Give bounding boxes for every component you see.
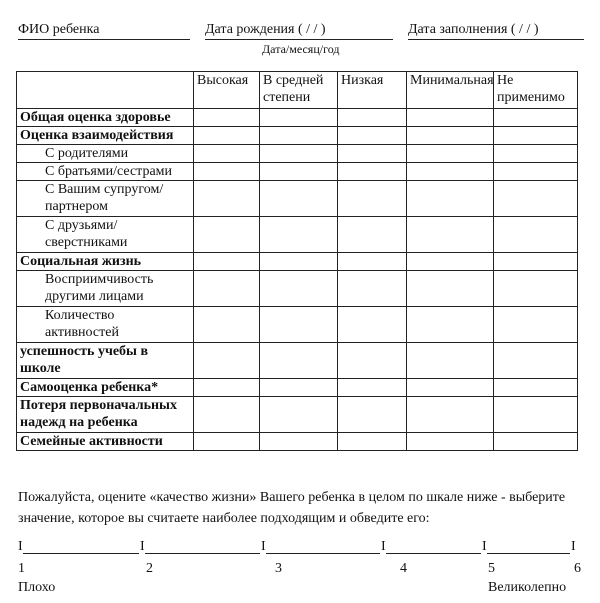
table-row: [17, 145, 578, 163]
rating-cell[interactable]: [494, 163, 578, 181]
row-label: Социальная жизнь: [17, 253, 194, 271]
rating-cell[interactable]: [494, 433, 578, 451]
rating-cell[interactable]: [494, 379, 578, 397]
rating-cell[interactable]: [338, 433, 407, 451]
rating-cell[interactable]: [260, 433, 338, 451]
scale-low-label: Плохо: [18, 580, 56, 595]
rating-cell[interactable]: [338, 145, 407, 163]
rating-cell[interactable]: [338, 397, 407, 433]
rating-cell[interactable]: [338, 127, 407, 145]
rating-cell[interactable]: [194, 181, 260, 217]
table-row: [17, 379, 578, 397]
column-header: Не применимо: [494, 72, 578, 109]
rating-cell[interactable]: [338, 307, 407, 343]
rating-cell[interactable]: [407, 379, 494, 397]
row-label: С Вашим супругом/партнером: [17, 181, 194, 217]
rating-cell[interactable]: [407, 343, 494, 379]
rating-cell[interactable]: [338, 253, 407, 271]
birth-date-line[interactable]: [205, 39, 393, 40]
table-row: [17, 397, 578, 433]
rating-cell[interactable]: [407, 271, 494, 307]
scale-tick: I: [381, 539, 386, 554]
rating-cell[interactable]: [494, 181, 578, 217]
rating-cell[interactable]: [260, 379, 338, 397]
column-header: Высокая: [194, 72, 260, 109]
rating-cell[interactable]: [494, 307, 578, 343]
scale-number[interactable]: 3: [275, 561, 282, 576]
rating-cell[interactable]: [194, 397, 260, 433]
rating-cell[interactable]: [194, 163, 260, 181]
table-row: [17, 271, 578, 307]
rating-cell[interactable]: [260, 163, 338, 181]
rating-cell[interactable]: [260, 271, 338, 307]
scale-segment: [386, 553, 481, 554]
rating-cell[interactable]: [260, 127, 338, 145]
table-row: [17, 109, 578, 127]
rating-cell[interactable]: [338, 271, 407, 307]
rating-cell[interactable]: [494, 217, 578, 253]
scale-number[interactable]: 1: [18, 561, 25, 576]
column-header: Минимальная: [407, 72, 494, 109]
rating-cell[interactable]: [260, 145, 338, 163]
row-label: Общая оценка здоровье: [17, 109, 194, 127]
rating-cell[interactable]: [194, 109, 260, 127]
rating-cell[interactable]: [494, 145, 578, 163]
rating-cell[interactable]: [494, 397, 578, 433]
child-name-label: ФИО ребенка: [18, 22, 100, 37]
table-row: [17, 163, 578, 181]
scale-number[interactable]: 2: [146, 561, 153, 576]
rating-cell[interactable]: [194, 379, 260, 397]
row-label: успешность учебы в школе: [17, 343, 194, 379]
rating-cell[interactable]: [494, 127, 578, 145]
table-row: [17, 127, 578, 145]
scale-tick: I: [18, 539, 23, 554]
rating-cell[interactable]: [407, 397, 494, 433]
fill-date-line[interactable]: [408, 39, 584, 40]
child-name-line[interactable]: [18, 39, 190, 40]
scale-number[interactable]: 6: [574, 561, 581, 576]
rating-cell[interactable]: [260, 109, 338, 127]
table-row: [17, 343, 578, 379]
rating-cell[interactable]: [194, 127, 260, 145]
column-header: [17, 72, 194, 109]
rating-cell[interactable]: [260, 217, 338, 253]
rating-cell[interactable]: [260, 397, 338, 433]
rating-cell[interactable]: [494, 271, 578, 307]
rating-table: [16, 71, 578, 451]
rating-cell[interactable]: [338, 217, 407, 253]
scale-number[interactable]: 4: [400, 561, 407, 576]
scale-number[interactable]: 5: [488, 561, 495, 576]
date-format-note: Дата/месяц/год: [262, 42, 340, 56]
scale-segment: [266, 553, 380, 554]
table-row: [17, 253, 578, 271]
rating-cell[interactable]: [338, 181, 407, 217]
rating-cell[interactable]: [407, 181, 494, 217]
row-label: Количество активностей: [17, 307, 194, 343]
rating-cell[interactable]: [494, 343, 578, 379]
row-label: С друзьями/ сверстниками: [17, 217, 194, 253]
rating-cell[interactable]: [407, 109, 494, 127]
row-label: Восприимчивость другими лицами: [17, 271, 194, 307]
row-label: Самооценка ребенка*: [17, 379, 194, 397]
table-body: [17, 109, 578, 451]
scale-tick: I: [571, 539, 576, 554]
table-row: [17, 433, 578, 451]
rating-cell[interactable]: [407, 307, 494, 343]
rating-cell[interactable]: [338, 343, 407, 379]
row-label: Оценка взаимодействия: [17, 127, 194, 145]
rating-cell[interactable]: [407, 163, 494, 181]
rating-cell[interactable]: [260, 181, 338, 217]
rating-cell[interactable]: [407, 127, 494, 145]
fill-date-label: Дата заполнения ( / / ): [408, 22, 539, 37]
rating-cell[interactable]: [194, 307, 260, 343]
rating-cell[interactable]: [194, 217, 260, 253]
scale-tick: I: [261, 539, 266, 554]
scale-segment: [23, 553, 139, 554]
table-row: [17, 307, 578, 343]
row-label: Потеря первоначальных надежд на ребенка: [17, 397, 194, 433]
scale-segment: [487, 553, 570, 554]
rating-cell[interactable]: [260, 307, 338, 343]
scale-tick: I: [482, 539, 487, 554]
rating-cell[interactable]: [494, 109, 578, 127]
row-label: С братьями/сестрами: [17, 163, 194, 181]
rating-cell[interactable]: [407, 253, 494, 271]
rating-cell[interactable]: [194, 253, 260, 271]
column-header: В средней степени: [260, 72, 338, 109]
column-header: Низкая: [338, 72, 407, 109]
rating-cell[interactable]: [194, 343, 260, 379]
row-label: Семейные активности: [17, 433, 194, 451]
rating-cell[interactable]: [494, 253, 578, 271]
rating-cell[interactable]: [407, 433, 494, 451]
scale-segment: [145, 553, 260, 554]
rating-cell[interactable]: [260, 343, 338, 379]
table-row: [17, 217, 578, 253]
rating-cell[interactable]: [407, 217, 494, 253]
table-row: [17, 181, 578, 217]
scale-tick: I: [140, 539, 145, 554]
rating-cell[interactable]: [338, 163, 407, 181]
rating-cell[interactable]: [407, 145, 494, 163]
rating-cell[interactable]: [338, 379, 407, 397]
rating-cell[interactable]: [338, 109, 407, 127]
rating-cell[interactable]: [194, 145, 260, 163]
birth-date-label: Дата рождения ( / / ): [205, 22, 326, 37]
rating-cell[interactable]: [260, 253, 338, 271]
instruction-text: Пожалуйста, оцените «качество жизни» Вашего ребенка в целом по шкале ниже - выберите значение, которое вы считаете наиболее подходящим и обведите его:: [18, 490, 566, 526]
rating-cell[interactable]: [194, 433, 260, 451]
rating-cell[interactable]: [194, 271, 260, 307]
row-label: С родителями: [17, 145, 194, 163]
table-header: [17, 72, 578, 109]
scale-high-label: Великолепно: [488, 580, 567, 595]
